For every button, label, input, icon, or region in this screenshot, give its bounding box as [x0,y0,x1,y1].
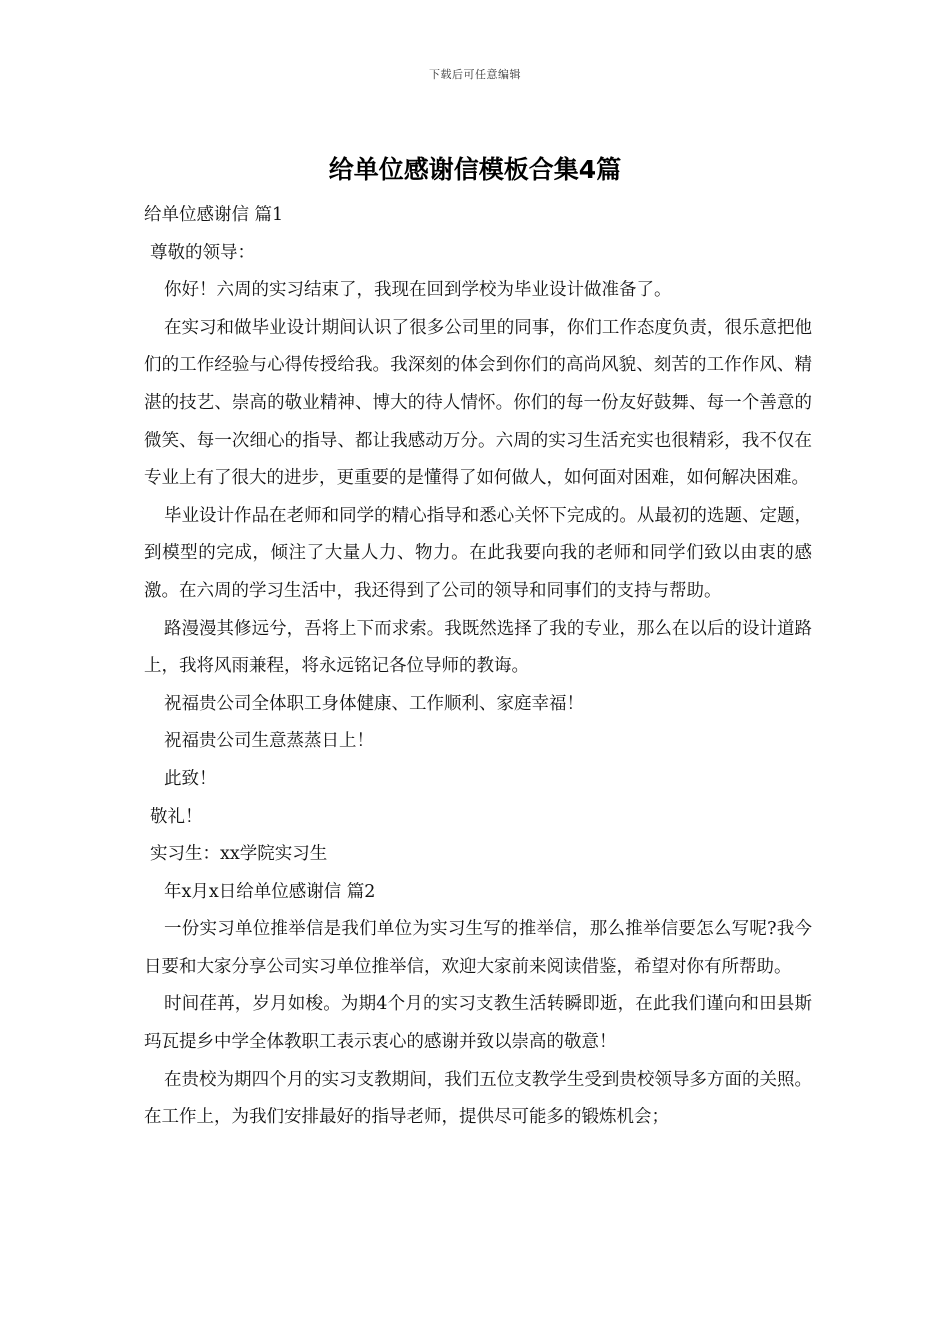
letter2-paragraph-1: 一份实习单位推举信是我们单位为实习生写的推举信，那么推举信要怎么写呢?我今日要和大家分享公司实习单位推举信，欢迎大家前来阅读借鉴，希望对你有所帮助。 [144,919,812,977]
letter1-signature: 实习生：xx学院实习生 [150,844,328,865]
letter1-closing-1: 此致！ [164,768,217,789]
letter1-paragraph-2: 毕业设计作品在老师和同学的精心指导和悉心关怀下完成的。从最初的选题、定题，到模型的完成，倾注了大量人力、物力。在此我要向我的老师和同学们致以由衷的感激。在六周的学习生活中，我还得到了公司的领导和同事们的支持与帮助。 [144,505,812,601]
letter1-date-and-letter2-heading: 年x月x日给单位感谢信 篇2 [164,881,376,902]
letter1-paragraph-3: 路漫漫其修远兮，吾将上下而求索。我既然选择了我的专业，那么在以后的设计道路上，我将风雨兼程，将永远铭记各位导师的教诲。 [144,618,812,677]
letter1-wish-2: 祝福贵公司生意蒸蒸日上！ [164,731,374,752]
letter2-paragraph-3: 在贵校为期四个月的实习支教期间，我们五位支教学生受到贵校领导多方面的关照。在工作上，为我们安排最好的指导老师，提供尽可能多的锻炼机会； [144,1069,812,1128]
letter1-salutation: 尊敬的领导： [150,242,255,263]
letter1-closing-2: 敬礼！ [150,806,203,827]
letter1-wish-1: 祝福贵公司全体职工身体健康、工作顺利、家庭幸福！ [164,693,584,714]
letter2-paragraph-2: 时间荏苒，岁月如梭。为期4个月的实习支教生活转瞬即逝，在此我们谨向和田县斯玛瓦提乡中学全体教职工表示衷心的感谢并致以崇高的敬意！ [144,994,812,1053]
letter1-paragraph-1: 在实习和做毕业设计期间认识了很多公司里的同事，你们工作态度负责，很乐意把他们的工作经验与心得传授给我。我深刻的体会到你们的高尚风貌、刻苦的工作作风、精湛的技艺、崇高的敬业精神、博大的待人情怀。你们的每一份友好鼓舞、每一个善意的微笑、每一次细心的指导、都让我感动万分。六周的实习生活充实也很精彩，我不仅在专业上有了很大的进步，更重要的是懂得了如何做人，如何面对困难，如何解决困难。 [144,317,812,489]
document-body [144,197,812,1137]
header-note: 下载后可任意编辑 [429,68,521,81]
letter1-greeting: 你好！六周的实习结束了，我现在回到学校为毕业设计做准备了。 [164,280,672,301]
document-title: 给单位感谢信模板合集4篇 [328,155,622,184]
letter1-heading: 给单位感谢信 篇1 [144,205,284,225]
